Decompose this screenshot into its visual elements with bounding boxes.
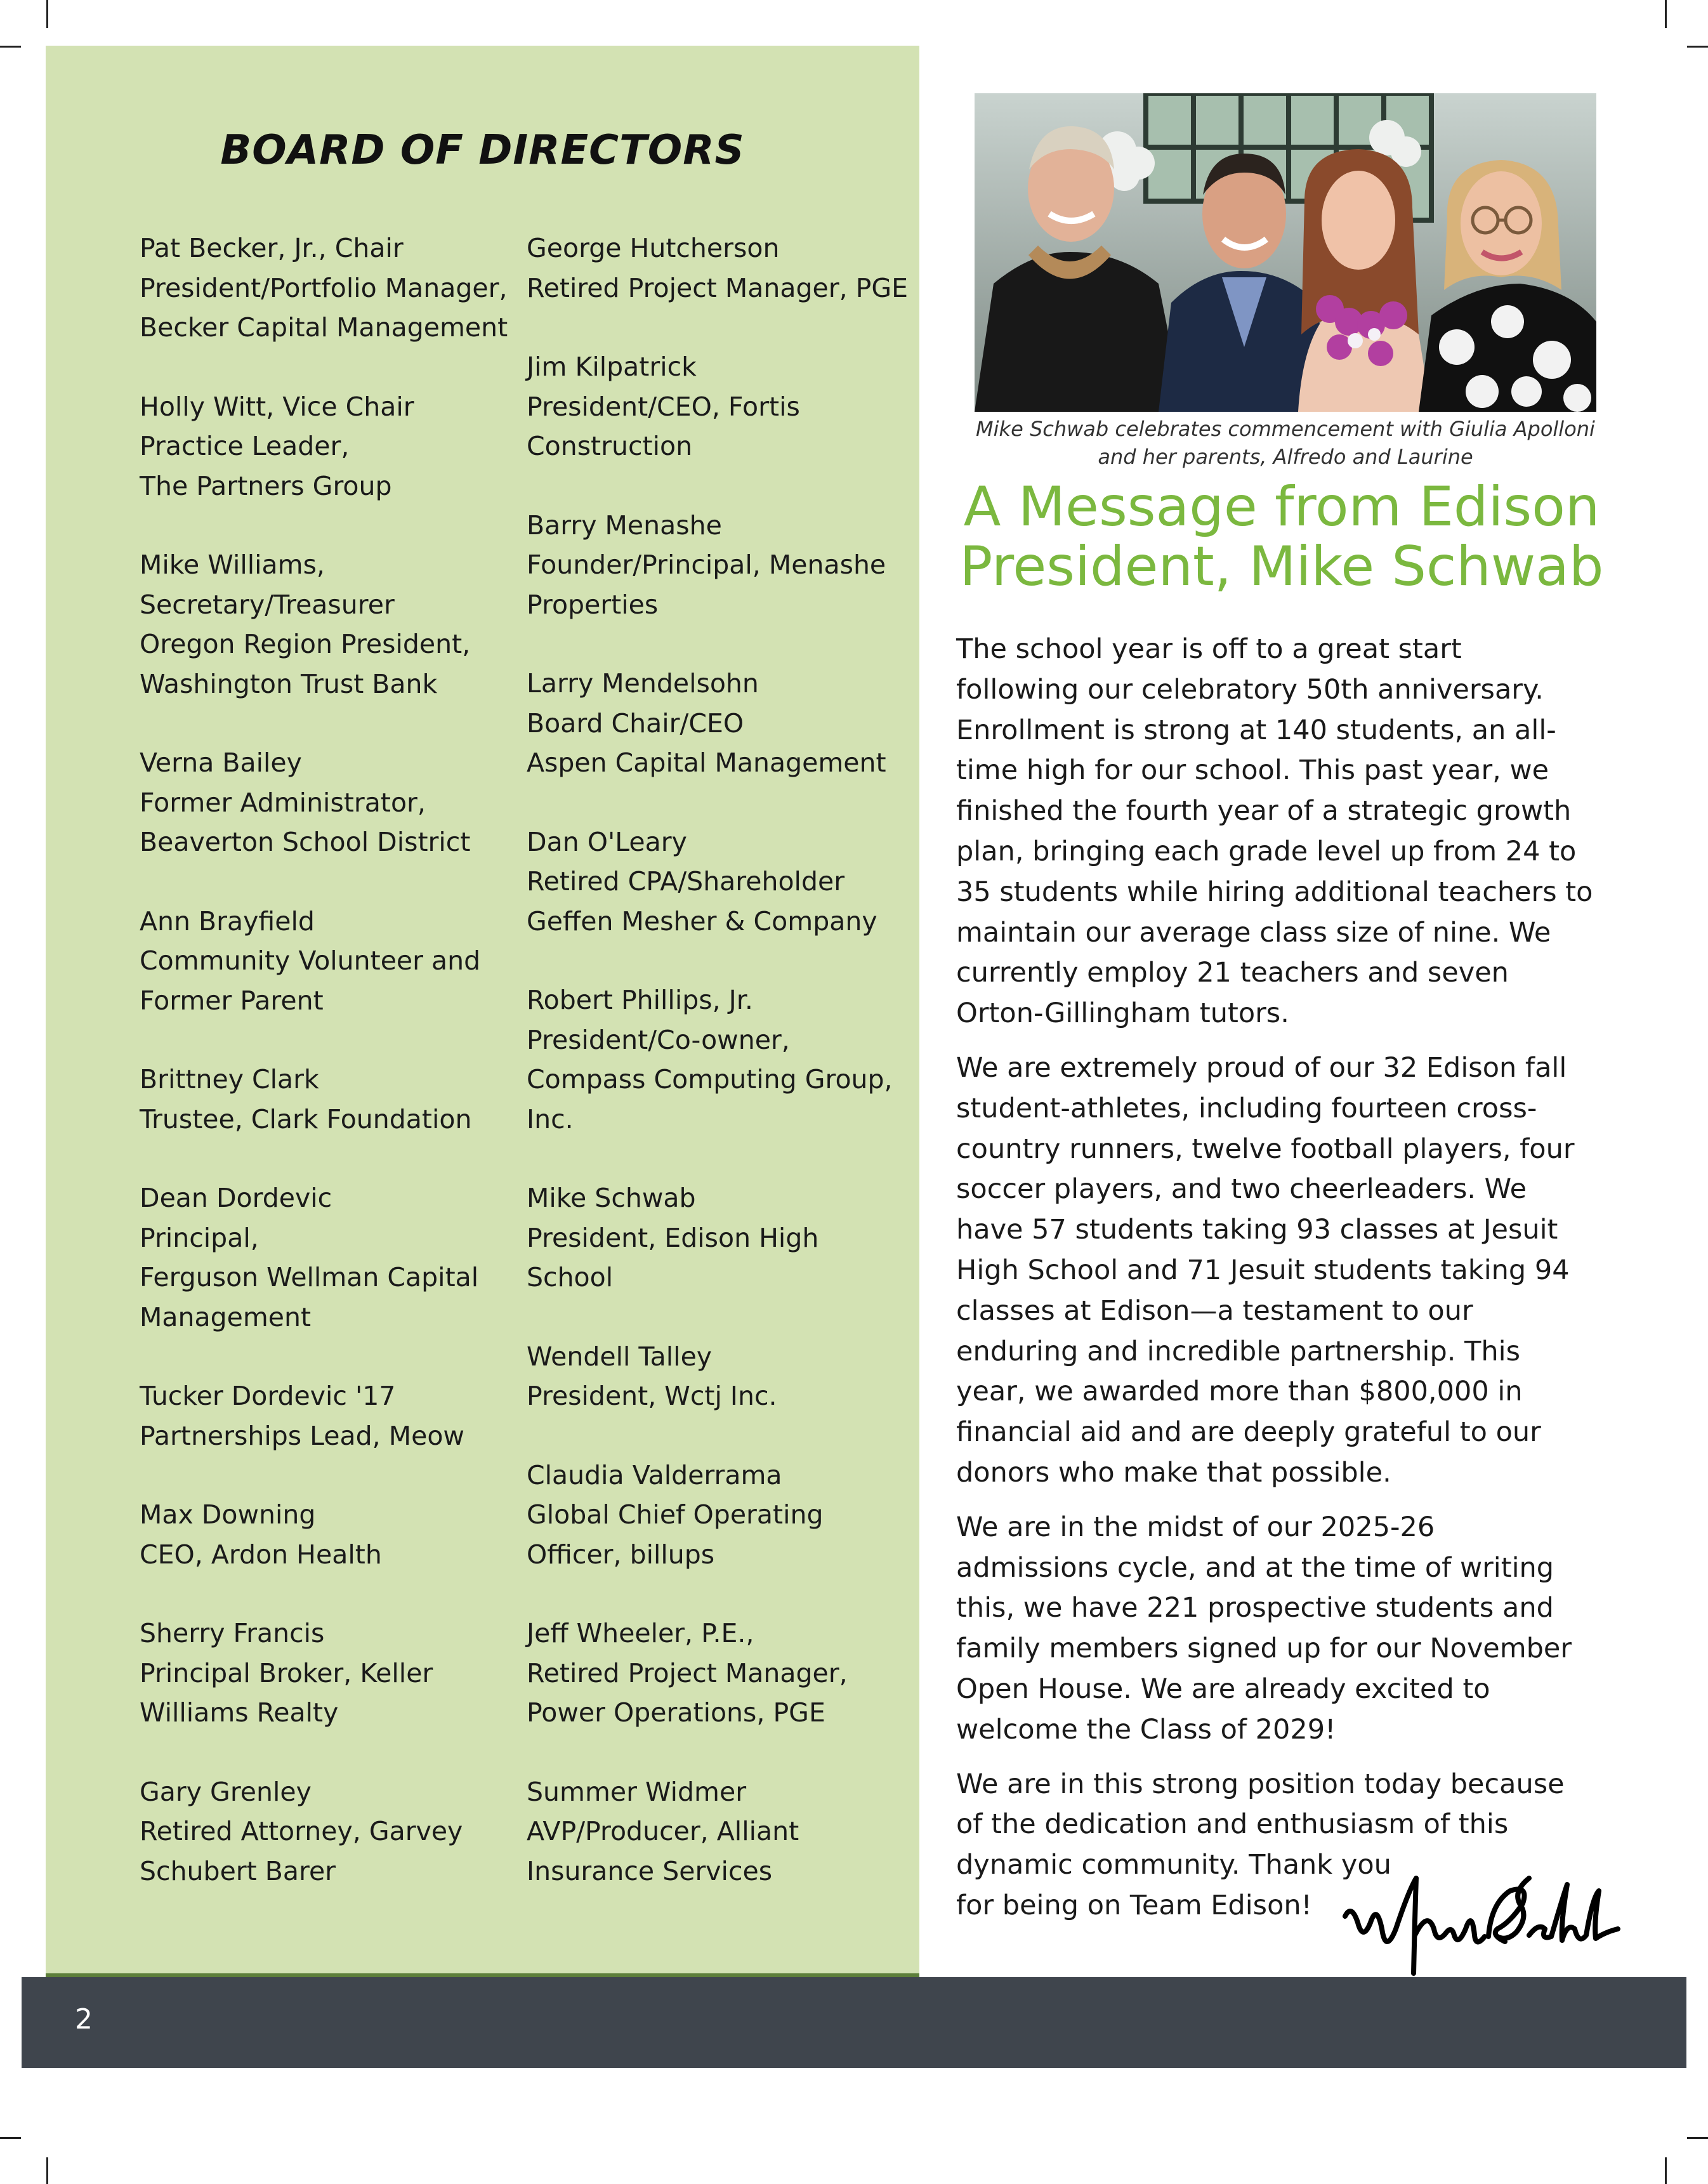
paragraph-line: enduring and incredible partnership. This <box>956 1335 1520 1367</box>
board-member-title-line: Properties <box>527 589 659 620</box>
board-member-title-line: CEO, Ardon Health <box>140 1539 382 1570</box>
board-right-column <box>527 228 907 1930</box>
board-member-title-line: Schubert Barer <box>140 1855 336 1886</box>
board-member-title-line: Beaverton School District <box>140 827 471 857</box>
board-member <box>140 545 527 704</box>
board-member-title-line: Oregon Region President, <box>140 629 471 659</box>
board-member <box>140 1772 527 1891</box>
board-member <box>527 506 907 625</box>
board-member <box>140 743 527 862</box>
board-member <box>140 387 527 506</box>
title-line: A Message from Edison <box>963 475 1600 539</box>
paragraph-line: Enrollment is strong at 140 students, an all- <box>956 714 1556 746</box>
board-member-title-line: President/Portfolio Manager, <box>140 272 508 303</box>
paragraph-line: soccer players, and two cheerleaders. We <box>956 1173 1527 1206</box>
paragraph-line: family members signed up for our November <box>956 1633 1572 1665</box>
board-member <box>527 980 907 1139</box>
board-member-name: Robert Phillips, Jr. <box>527 985 753 1015</box>
paragraph-line: High School and 71 Jesuit students taking 94 <box>956 1254 1570 1286</box>
board-of-directors-panel <box>46 46 919 1980</box>
paragraph-line: financial aid and are deeply grateful to our <box>956 1416 1541 1449</box>
caption-line: Mike Schwab celebrates commencement with Giulia Apolloni <box>976 417 1595 441</box>
crop-mark <box>1687 2137 1708 2139</box>
crop-mark <box>1665 0 1667 28</box>
board-member <box>140 1178 527 1337</box>
message-paragraph <box>956 1048 1591 1494</box>
board-member-title-line: Power Operations, PGE <box>527 1697 825 1728</box>
board-member-title-line: Geffen Mesher & Company <box>527 905 877 937</box>
board-member <box>527 822 907 942</box>
board-member-name: Pat Becker, Jr., Chair <box>140 233 404 263</box>
paragraph-line: for being on Team Edison! <box>956 1889 1312 1921</box>
paragraph-line: year, we awarded more than $800,000 in <box>956 1376 1523 1408</box>
board-member-title-line: President, Edison High <box>527 1222 819 1253</box>
paragraph-line: time high for our school. This past year, we <box>956 754 1549 787</box>
board-member-title-line: Secretary/Treasurer <box>140 589 395 620</box>
board-member <box>527 228 907 308</box>
board-member-name: Dean Dordevic <box>140 1183 332 1213</box>
board-member <box>527 1614 907 1733</box>
paragraph-line: 35 students while hiring additional teachers to <box>956 876 1593 908</box>
board-member <box>140 1614 527 1733</box>
board-member-name: Summer Widmer <box>527 1776 747 1807</box>
crop-mark <box>1687 46 1708 48</box>
board-member-title-line: Aspen Capital Management <box>527 747 886 778</box>
title-line: President, Mike Schwab <box>959 535 1604 598</box>
commencement-photo <box>975 93 1596 412</box>
crop-mark <box>1665 2157 1667 2184</box>
board-member-name: Dan O'Leary <box>527 826 687 857</box>
board-member-name: Verna Bailey <box>140 747 302 778</box>
board-member-name: Sherry Francis <box>140 1618 325 1648</box>
paragraph-line: Orton-Gillingham tutors. <box>956 997 1289 1030</box>
paragraph-line: classes at Edison—a testament to our <box>956 1294 1473 1327</box>
crop-mark <box>46 2157 48 2184</box>
board-member-title-line: Becker Capital Management <box>140 312 508 343</box>
board-member-title-line: The Partners Group <box>140 470 392 501</box>
board-member-name: Ann Brayfield <box>140 905 315 937</box>
board-member-name: Barry Menashe <box>527 510 722 541</box>
board-member-name: Jeff Wheeler, P.E., <box>527 1618 754 1648</box>
message-paragraph <box>956 629 1591 1034</box>
message-body <box>956 629 1591 1940</box>
board-member <box>527 1337 907 1416</box>
board-member-name: Gary Grenley <box>140 1776 312 1807</box>
board-heading: BOARD OF DIRECTORS <box>220 127 745 174</box>
board-member-name: Mike Schwab <box>527 1183 696 1213</box>
message-paragraph <box>956 1508 1591 1751</box>
paragraph-line: We are in this strong position today because <box>956 1768 1565 1800</box>
board-member-title-line: Ferguson Wellman Capital <box>140 1262 479 1293</box>
board-member <box>140 902 527 1021</box>
board-member-title-line: Inc. <box>527 1103 574 1135</box>
board-member-title-line: Retired Project Manager, <box>527 1657 848 1688</box>
board-member-title-line: President, Wctj Inc. <box>527 1381 777 1411</box>
paragraph-line: The school year is off to a great start <box>956 633 1462 665</box>
board-member-title-line: Compass Computing Group, <box>527 1064 893 1095</box>
board-member-title-line: Retired Project Manager, PGE <box>527 272 909 303</box>
board-member-title-line: Principal, <box>140 1222 259 1253</box>
board-member-title-line: Retired CPA/Shareholder <box>527 866 845 897</box>
paragraph-line: admissions cycle, and at the time of writing <box>956 1551 1554 1584</box>
paragraph-line: welcome the Class of 2029! <box>956 1713 1336 1746</box>
board-member-title-line: Williams Realty <box>140 1697 339 1728</box>
paragraph-line: student-athletes, including fourteen cross- <box>956 1092 1537 1124</box>
paragraph-line: donors who make that possible. <box>956 1456 1391 1489</box>
board-member-title-line: President/CEO, Fortis <box>527 391 800 422</box>
board-member-title-line: Insurance Services <box>527 1855 773 1886</box>
board-member-title-line: Practice Leader, <box>140 431 350 461</box>
paragraph-line: have 57 students taking 93 classes at Jesuit <box>956 1214 1558 1246</box>
board-member-title-line: School <box>527 1262 614 1293</box>
board-member-title-line: Construction <box>527 431 693 461</box>
board-member <box>140 1060 527 1139</box>
paragraph-line: Open House. We are already excited to <box>956 1673 1490 1705</box>
board-member-title-line: Management <box>140 1301 312 1332</box>
board-member-title-line: President/Co-owner, <box>527 1024 790 1055</box>
paragraph-line: finished the fourth year of a strategic growth <box>956 795 1572 827</box>
paragraph-line: dynamic community. Thank you <box>956 1849 1391 1881</box>
board-member <box>527 1456 907 1575</box>
board-member <box>140 1376 527 1456</box>
paragraph-line: of the dedication and enthusiasm of this <box>956 1808 1509 1841</box>
paragraph-line: We are extremely proud of our 32 Edison fall <box>956 1051 1567 1084</box>
board-member-title-line: Washington Trust Bank <box>140 668 438 699</box>
board-member-name: Brittney Clark <box>140 1064 319 1095</box>
board-member <box>527 347 907 466</box>
board-member-title-line: Officer, billups <box>527 1539 715 1570</box>
board-member-name: Claudia Valderrama <box>527 1459 782 1490</box>
board-member-name: Max Downing <box>140 1499 316 1530</box>
board-member-name: Holly Witt, Vice Chair <box>140 391 414 422</box>
board-member <box>140 228 527 348</box>
board-member-name: Mike Williams, <box>140 549 325 580</box>
crop-mark <box>0 2137 21 2139</box>
board-member-title-line: Community Volunteer and <box>140 945 481 976</box>
crop-mark <box>46 0 48 28</box>
board-member-title-line: Principal Broker, Keller <box>140 1657 433 1688</box>
signature <box>1339 1865 1624 1986</box>
board-member <box>527 664 907 783</box>
board-member <box>527 1178 907 1298</box>
board-member-title-line: Trustee, Clark Foundation <box>140 1103 472 1135</box>
footer-bar <box>22 1977 1686 2068</box>
paragraph-line: We are in the midst of our 2025-26 <box>956 1511 1435 1543</box>
board-member-title-line: Global Chief Operating <box>527 1499 824 1530</box>
paragraph-line: country runners, twelve football players, four <box>956 1133 1575 1165</box>
message-title <box>952 477 1612 596</box>
board-member-title-line: Partnerships Lead, Meow <box>140 1420 464 1451</box>
board-member <box>140 1495 527 1574</box>
paragraph-line: this, we have 221 prospective students and <box>956 1592 1554 1624</box>
paragraph-line: following our celebratory 50th anniversary. <box>956 673 1544 706</box>
board-member-title-line: Founder/Principal, Menashe <box>527 549 886 580</box>
board-member-name: Jim Kilpatrick <box>527 352 697 382</box>
crop-mark <box>0 46 21 48</box>
paragraph-line: plan, bringing each grade level up from 24 to <box>956 835 1577 867</box>
board-member <box>527 1772 907 1891</box>
board-member-name: Larry Mendelsohn <box>527 668 759 699</box>
board-left-column <box>140 228 527 1930</box>
board-member-title-line: Former Parent <box>140 985 324 1016</box>
page-number: 2 <box>75 2003 93 2036</box>
board-member-title-line: Former Administrator, <box>140 787 426 818</box>
paragraph-line: currently employ 21 teachers and seven <box>956 957 1509 989</box>
board-member-name: George Hutcherson <box>527 233 780 263</box>
board-member-name: Wendell Talley <box>527 1341 713 1372</box>
caption-line: and her parents, Alfredo and Laurine <box>1098 445 1473 469</box>
board-member-title-line: Retired Attorney, Garvey <box>140 1816 463 1846</box>
paragraph-line: maintain our average class size of nine. We <box>956 916 1551 949</box>
board-member-title-line: Board Chair/CEO <box>527 707 744 739</box>
board-member-title-line: AVP/Producer, Alliant <box>527 1816 799 1846</box>
photo-caption <box>964 415 1606 471</box>
board-member-name: Tucker Dordevic '17 <box>140 1381 396 1411</box>
